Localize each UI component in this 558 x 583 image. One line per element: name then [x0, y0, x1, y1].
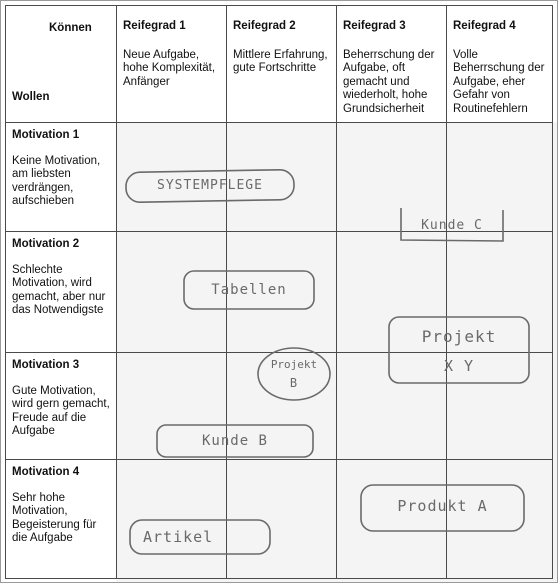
note-kunde-c[interactable] [397, 206, 507, 242]
note-label: Artikel [143, 528, 214, 546]
note-kunde-b[interactable] [156, 424, 314, 458]
grid-line [6, 5, 553, 6]
note-label: Kunde B [201, 433, 268, 449]
row-header-motivation-3 [6, 353, 116, 459]
note-label-line-2: B [289, 376, 299, 390]
note-label-line-1: Projekt [421, 327, 497, 346]
note-projekt-xy[interactable] [387, 315, 531, 385]
row-header-motivation-1 [6, 123, 116, 231]
grid-line [116, 5, 117, 579]
note-label-line-2: X Y [443, 357, 475, 375]
note-label: Tabellen [211, 282, 287, 298]
note-artikel[interactable] [129, 519, 271, 555]
row-description: Sehr hohe Motivation, Begeisterung für die Aufgabe [12, 491, 97, 544]
note-systempflege[interactable] [125, 169, 295, 203]
grid-line [6, 122, 553, 123]
corner-header-cell [6, 6, 116, 122]
konnen-label: Können [49, 22, 92, 34]
grid-line [552, 5, 553, 579]
column-description: Mittlere Erfahrung, gute Fortschritte [233, 48, 328, 74]
column-header-reifegrad-4 [447, 6, 552, 122]
grid-line [336, 5, 337, 579]
note-label: SYSTEMPFLEGE [157, 178, 263, 193]
column-header-reifegrad-3 [337, 6, 446, 122]
column-title: Reifegrad 4 [453, 20, 516, 32]
wollen-label: Wollen [12, 91, 50, 103]
column-description: Volle Beherrschung der Aufgabe, eher Gefahr von Routinefehlern [453, 48, 545, 115]
grid-line [5, 5, 6, 579]
note-label: Produkt A [397, 497, 488, 515]
row-title: Motivation 3 [12, 359, 80, 371]
column-header-reifegrad-2 [227, 6, 336, 122]
grid-line [6, 459, 553, 460]
note-label: Kunde C [421, 218, 483, 233]
row-header-motivation-4 [6, 460, 116, 578]
row-title: Motivation 4 [12, 466, 80, 478]
column-description: Neue Aufgabe, hohe Komplexität, Anfänger [123, 48, 216, 88]
column-title: Reifegrad 1 [123, 20, 186, 32]
column-description: Beherrschung der Aufgabe, oft gemacht und wiederholt, hohe Grundsicherheit [343, 48, 435, 115]
row-description: Schlechte Motivation, wird gemacht, aber nur das Notwendigste [12, 263, 106, 316]
column-title: Reifegrad 2 [233, 20, 296, 32]
grid-line [6, 578, 553, 579]
note-produkt-a[interactable] [359, 483, 526, 533]
note-label-line-1: Projekt [270, 358, 318, 371]
column-header-reifegrad-1 [117, 6, 226, 122]
row-title: Motivation 1 [12, 129, 80, 141]
row-header-motivation-2 [6, 232, 116, 352]
row-description: Keine Motivation, am liebsten verdrängen, aufschieben [12, 154, 101, 207]
note-projekt-b[interactable] [257, 346, 331, 402]
row-description: Gute Motivation, wird gern gemacht, Freude auf die Aufgabe [12, 384, 110, 437]
note-tabellen[interactable] [183, 269, 315, 311]
row-title: Motivation 2 [12, 238, 80, 250]
column-title: Reifegrad 3 [343, 20, 406, 32]
